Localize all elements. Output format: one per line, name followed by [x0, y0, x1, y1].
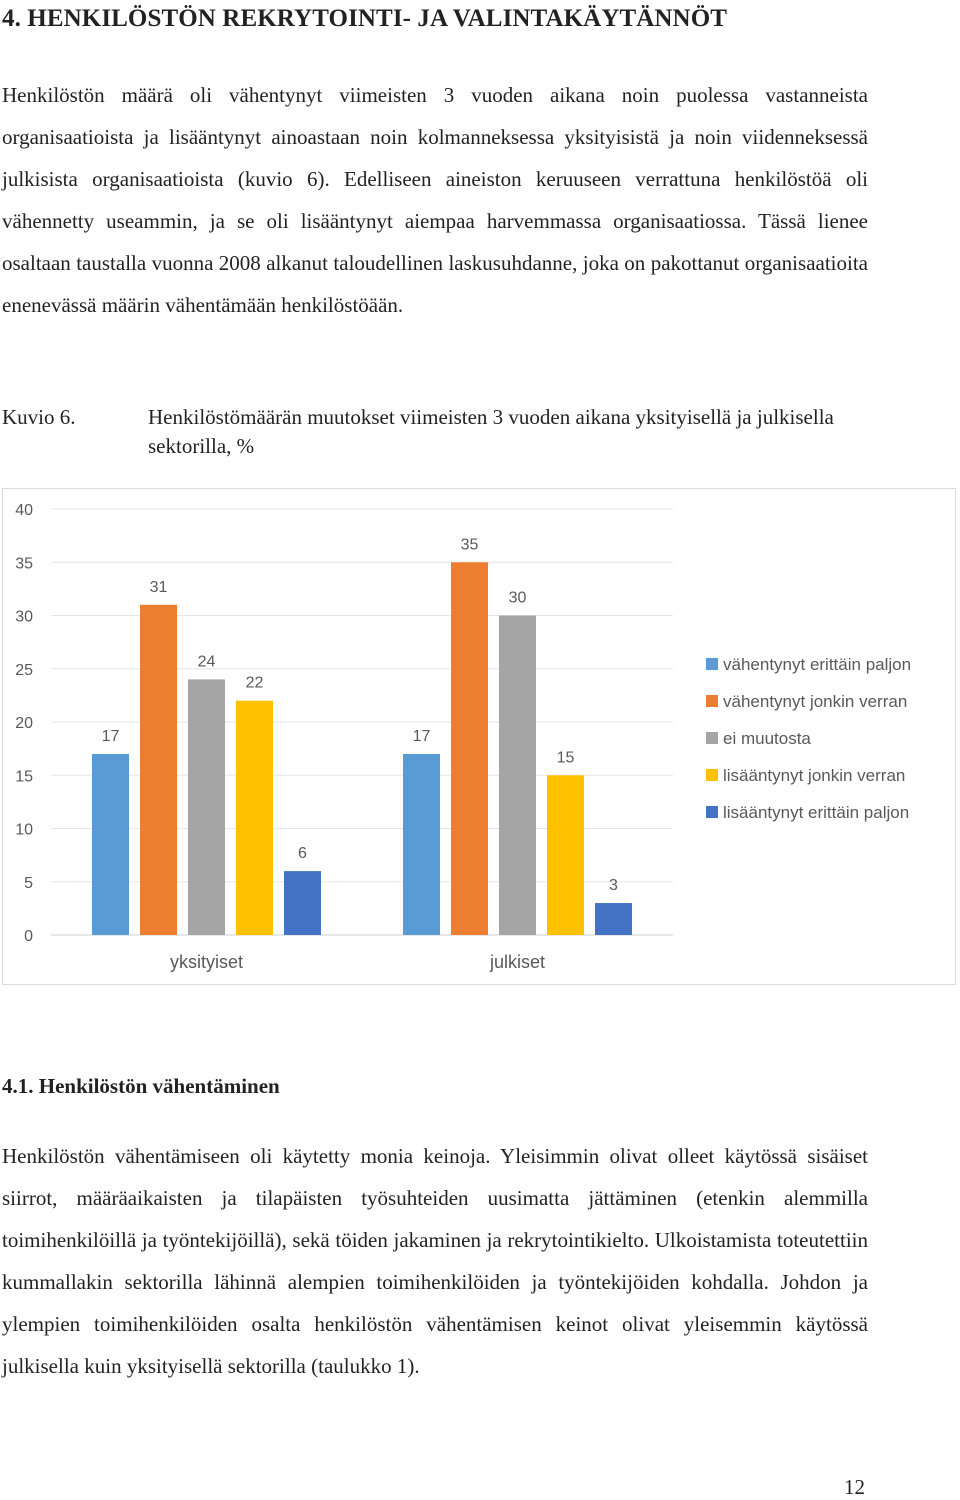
bar: [188, 679, 225, 935]
data-label: 22: [245, 674, 264, 692]
y-tick-label: 5: [24, 874, 33, 892]
data-label: 17: [412, 727, 431, 745]
bar: [284, 871, 321, 935]
data-label: 31: [149, 578, 168, 596]
data-label: 17: [101, 727, 120, 745]
data-label: 6: [298, 845, 307, 863]
intro-paragraph: Henkilöstön määrä oli vähentynyt viimeisten 3 vuoden aikana noin puolessa vastanneista organisaatioista ja lisääntynyt ainoastaan noin kolmanneksessa yksityisistä ja noin viidenneksessä julkisista organisaatioista (kuvio 6). Edelliseen aineiston keruuseen verrattuna henkilöstöä oli vähennetty useammin, ja se oli lisääntynyt aiempaa harvemmassa organisaatiossa. Tässä lienee osaltaan taustalla vuonna 2008 alkanut taloudellinen laskusuhdanne, joka on pakottanut organisaatioita enenevässä määrin vähentämään henkilöstöään.: [2, 83, 868, 317]
page-heading: 4. HENKILÖSTÖN REKRYTOINTI- JA VALINTAKÄYTÄNNÖT: [2, 5, 728, 32]
bar-chart: [2, 488, 956, 985]
y-tick-label: 0: [24, 928, 33, 945]
y-tick-label: 35: [15, 555, 33, 573]
y-tick-label: 15: [15, 768, 33, 786]
bar: [92, 754, 129, 935]
y-tick-label: 20: [15, 715, 33, 732]
y-tick-label: 10: [15, 821, 33, 839]
bar: [595, 903, 632, 935]
legend-label: vähentynyt erittäin paljon: [723, 655, 912, 674]
legend-label: vähentynyt jonkin verran: [723, 692, 908, 711]
x-category-label: julkiset: [489, 952, 546, 972]
legend-swatch: [706, 658, 718, 670]
body-paragraph: Henkilöstön vähentämiseen oli käytetty monia keinoja. Yleisimmin olivat olleet käytössä sisäiset siirrot, määräaikaisten ja tilapäisten työsuhteiden uusimatta jättäminen (etenkin alemmilla toimihenkilöillä ja työntekijöillä), sekä töiden jakaminen ja rekrytointikielto. Ulkoistamista toteutettiin kummallakin sektorilla lähinnä alempien toimihenkilöiden ja työntekijöiden kohdalla. Johdon ja ylempien toimihenkilöiden osalta henkilöstön vähentämisen keinot olivat yleisemmin käytössä julkisella kuin yksityisellä sektorilla (taulukko 1).: [2, 1144, 868, 1378]
bar: [140, 605, 177, 935]
y-tick-label: 30: [15, 608, 33, 626]
data-label: 30: [508, 589, 527, 607]
x-category-label: yksityiset: [169, 952, 244, 972]
bar: [236, 701, 273, 935]
data-label: 3: [609, 877, 618, 895]
figure-number: Kuvio 6.: [2, 405, 76, 429]
data-label: 35: [460, 536, 479, 554]
legend-label: lisääntynyt erittäin paljon: [723, 803, 910, 822]
page-number: 12: [844, 1475, 865, 1499]
bar-chart-svg: [3, 489, 957, 986]
y-tick-label: 40: [15, 502, 33, 519]
bar: [403, 754, 440, 935]
legend-label: ei muutosta: [723, 729, 811, 748]
data-label: 24: [197, 653, 216, 671]
data-label: 15: [556, 749, 575, 767]
legend-swatch: [706, 732, 718, 744]
figure-caption-text: Henkilöstömäärän muutokset viimeisten 3 vuoden aikana yksityisellä ja julkisella sektorilla, %: [148, 405, 834, 458]
legend-swatch: [706, 769, 718, 781]
y-tick-label: 25: [15, 661, 33, 679]
legend-swatch: [706, 695, 718, 707]
legend-swatch: [706, 806, 718, 818]
bar: [451, 562, 488, 935]
section-subheading: 4.1. Henkilöstön vähentäminen: [2, 1074, 280, 1098]
bar: [547, 775, 584, 935]
legend-label: lisääntynyt jonkin verran: [723, 766, 906, 785]
bar: [499, 616, 536, 936]
